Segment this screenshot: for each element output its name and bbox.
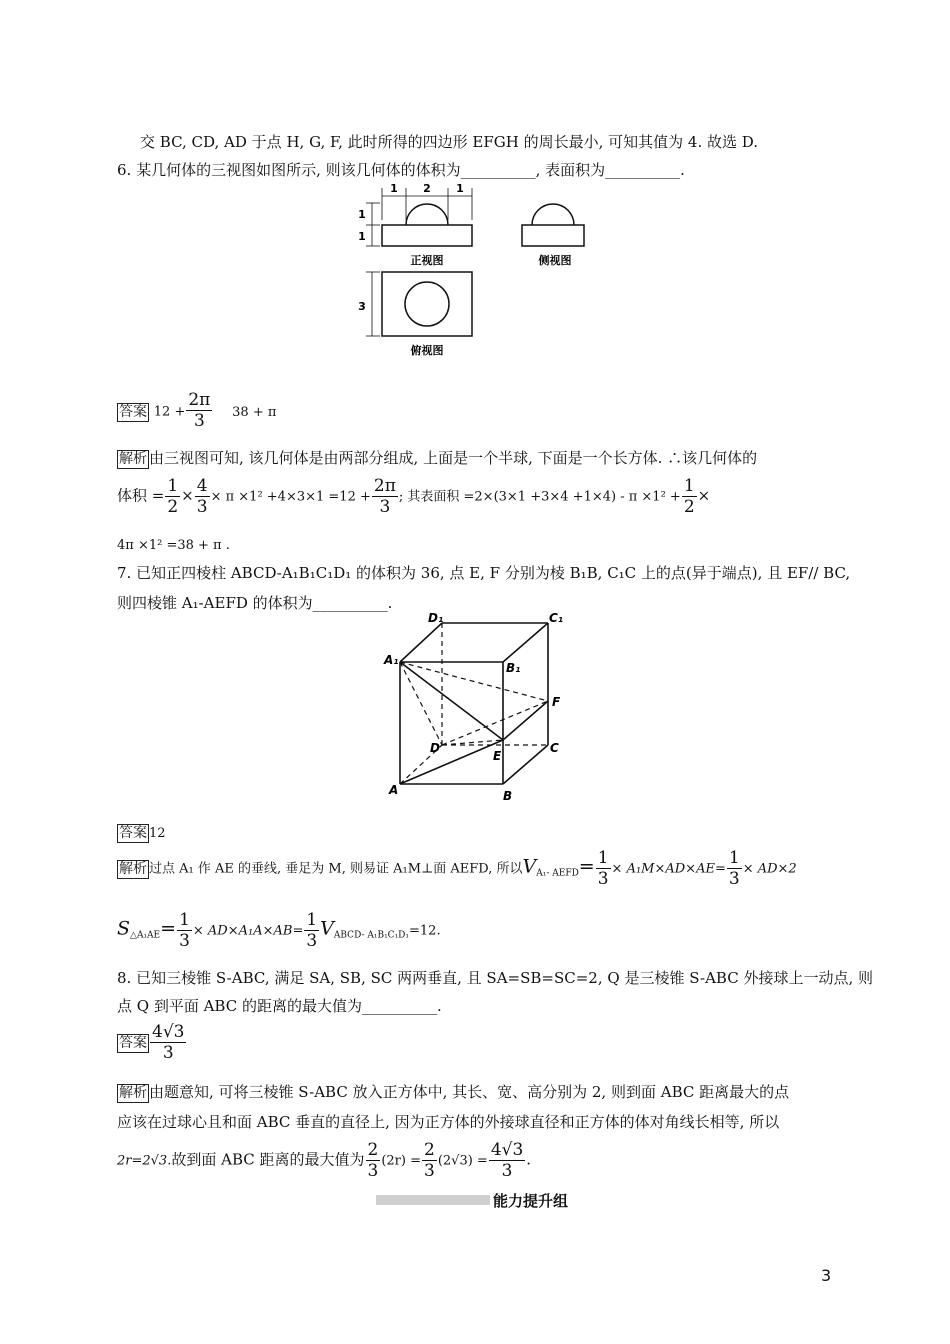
q6-analysis-line2: 体积 = $\frac{1}{2}$ × $\frac{4}{3}$ × π ×1² +4×3×1 =12 + $\frac{2\pi}{3}$ ; 其表面积 =2×(3×1 +3×4 +1×4) - π ×1² + $\frac{1}{2}$ ×	[117, 476, 711, 517]
dim-label: 1	[358, 230, 366, 243]
fraction-denominator: 2	[683, 497, 695, 517]
dim-label: 2	[423, 182, 431, 195]
question-7-text-1: 7. 已知正四棱柱 ABCD-A₁B₁C₁D₁ 的体积为 36, 点 E, F 分别为棱 B₁B, C₁C 上的点(异于端点), 且 EF// BC,	[117, 564, 851, 582]
q6-three-views-figure	[352, 180, 602, 364]
question-6-text: 6. 某几何体的三视图如图所示, 则该几何体的体积为__________, 表面积为__________.	[117, 161, 685, 179]
front-view-box	[382, 225, 472, 246]
vertex-label: C₁	[549, 611, 564, 625]
fraction-numerator: 4√3	[490, 1140, 524, 1160]
front-view-dome	[406, 204, 448, 225]
vertex-label: A₁	[384, 653, 399, 667]
vertex-label: F	[552, 695, 561, 709]
section-title: 能力提升组	[493, 1192, 569, 1210]
dim-label: 1	[390, 182, 398, 195]
q7-prism-figure	[380, 606, 580, 806]
q8-analysis-line2: 应该在过球心且和面 ABC 垂直的直径上, 因为正方体的外接球直径和正方体的体对角线长相等, 所以	[117, 1113, 780, 1131]
answer-tag: 答案	[119, 1034, 147, 1051]
analysis-text: (2r) =	[381, 1153, 421, 1169]
math-subscript: ABCD- A₁B₁C₁D₁	[333, 930, 410, 941]
fraction-denominator: 3	[367, 1161, 379, 1181]
answer-part: 12 +	[153, 404, 186, 420]
q7-answer	[117, 822, 166, 844]
vertex-label: B₁	[506, 661, 521, 675]
fraction-denominator: 3	[306, 931, 318, 951]
analysis-text: ; 其表面积 =2×(3×1 +3×4 +1×4) - π ×1² +	[398, 489, 681, 505]
question-8-text-1: 8. 已知三棱锥 S-ABC, 满足 SA, SB, SC 两两垂直, 且 SA=SB=SC=2, Q 是三棱锥 S-ABC 外接球上一动点, 则	[117, 969, 874, 987]
answer-part: 38 + π	[232, 404, 277, 420]
fraction-numerator: 1	[179, 910, 190, 930]
vertex-label: C	[550, 741, 559, 755]
fraction-denominator: 3	[501, 1161, 513, 1181]
fraction-denominator: 3	[597, 869, 609, 889]
fraction-numerator: 4√3	[152, 1022, 185, 1042]
analysis-text: =	[160, 917, 177, 940]
vertex-label: D₁	[428, 611, 444, 625]
fraction-numerator: 1	[597, 848, 609, 868]
fraction-denominator: 3	[193, 411, 205, 431]
analysis-text: 过点 A₁ 作 AE 的垂线, 垂足为 M, 则易证 A₁M⊥面 AEFD, 所以	[149, 861, 523, 877]
fraction-denominator: 3	[162, 1043, 174, 1063]
analysis-text: (2√3) =	[437, 1153, 488, 1169]
analysis-text: 由题意知, 可将三棱锥 S-ABC 放入正方体中, 其长、宽、高分别为 2, 则到面 ABC 距离最大的点	[149, 1083, 790, 1101]
vertex-label: A	[389, 783, 399, 797]
math-symbol: V	[522, 855, 537, 878]
fraction-denominator: 3	[379, 497, 391, 517]
answer-tag: 答案	[119, 403, 147, 420]
math-subscript: △A₁AE	[130, 930, 161, 941]
analysis-text: × AD×2	[742, 861, 797, 877]
vertex-label: B	[503, 789, 513, 803]
q6-answer	[117, 392, 276, 431]
dim-label: 3	[358, 300, 366, 313]
analysis-text: × AD×A₁A×AB=	[192, 923, 304, 939]
fraction-numerator: 4	[196, 476, 208, 496]
vertex-label: E	[493, 749, 502, 763]
analysis-text: ×	[697, 486, 711, 505]
front-view-label: 正视图	[410, 254, 444, 267]
q6-analysis-line1	[117, 448, 757, 469]
q7-analysis-line2	[117, 910, 441, 951]
dim-label: 1	[456, 182, 464, 195]
fraction-numerator: 2π	[188, 390, 211, 410]
fraction-numerator: 1	[306, 910, 318, 930]
fraction-numerator: 2	[423, 1140, 435, 1160]
analysis-tag: 解析	[119, 451, 147, 467]
fraction-numerator: 2π	[373, 476, 396, 496]
analysis-text: 由三视图可知, 该几何体是由两部分组成, 上面是一个半球, 下面是一个长方体. ∴该几何体的	[149, 449, 758, 467]
analysis-text: × π ×1² +4×3×1 =12 +	[210, 489, 371, 505]
analysis-text: =12.	[409, 923, 441, 939]
top-view-circle	[405, 282, 449, 326]
fraction-numerator: 1	[728, 848, 740, 868]
section-bar	[376, 1195, 490, 1205]
analysis-tag: 解析	[119, 860, 147, 877]
fraction-denominator: 3	[196, 497, 208, 517]
q7-analysis-line1	[117, 848, 797, 889]
side-view-box	[522, 225, 584, 246]
math-symbol: V	[320, 917, 334, 940]
q8-answer	[117, 1022, 187, 1063]
analysis-text: 2r=2√3.	[117, 1153, 172, 1169]
question-7-text-2: 则四棱锥 A₁-AEFD 的体积为__________.	[117, 594, 393, 612]
q8-analysis-line1	[117, 1082, 789, 1103]
q8-analysis-line3	[117, 1140, 531, 1181]
fraction-denominator: 3	[423, 1161, 435, 1181]
analysis-text: 故到面 ABC 距离的最大值为	[171, 1150, 365, 1169]
math-subscript: A₁- AEFD	[536, 868, 579, 879]
analysis-tag: 解析	[119, 1085, 147, 1101]
analysis-text: × A₁M×AD×AE=	[611, 861, 726, 877]
dim-label: 1	[358, 208, 366, 221]
math-symbol: S	[117, 917, 131, 940]
analysis-text: 体积 =	[117, 486, 165, 505]
prev-paragraph-line: 交 BC, CD, AD 于点 H, G, F, 此时所得的四边形 EFGH 的周长最小, 可知其值为 4. 故选 D.	[140, 133, 759, 151]
answer-tag: 答案	[119, 825, 147, 841]
analysis-text: .	[526, 1150, 532, 1169]
side-view-dome	[532, 204, 574, 225]
page-number: 3	[821, 1266, 832, 1285]
fraction-denominator: 3	[179, 931, 190, 951]
side-view-label: 侧视图	[538, 254, 572, 267]
fraction-numerator: 1	[167, 476, 179, 496]
answer-value: 12	[149, 826, 166, 841]
fraction-numerator: 2	[367, 1140, 379, 1160]
q6-analysis-line3: 4π ×1² =38 + π .	[117, 538, 230, 553]
fraction-denominator: 2	[167, 497, 179, 517]
top-view-label: 俯视图	[410, 344, 444, 357]
vertex-label: D	[430, 741, 440, 755]
fraction-denominator: 3	[728, 869, 740, 889]
analysis-text: =	[578, 855, 595, 878]
question-8-text-2: 点 Q 到平面 ABC 的距离的最大值为__________.	[117, 997, 442, 1015]
fraction-numerator: 1	[683, 476, 695, 496]
